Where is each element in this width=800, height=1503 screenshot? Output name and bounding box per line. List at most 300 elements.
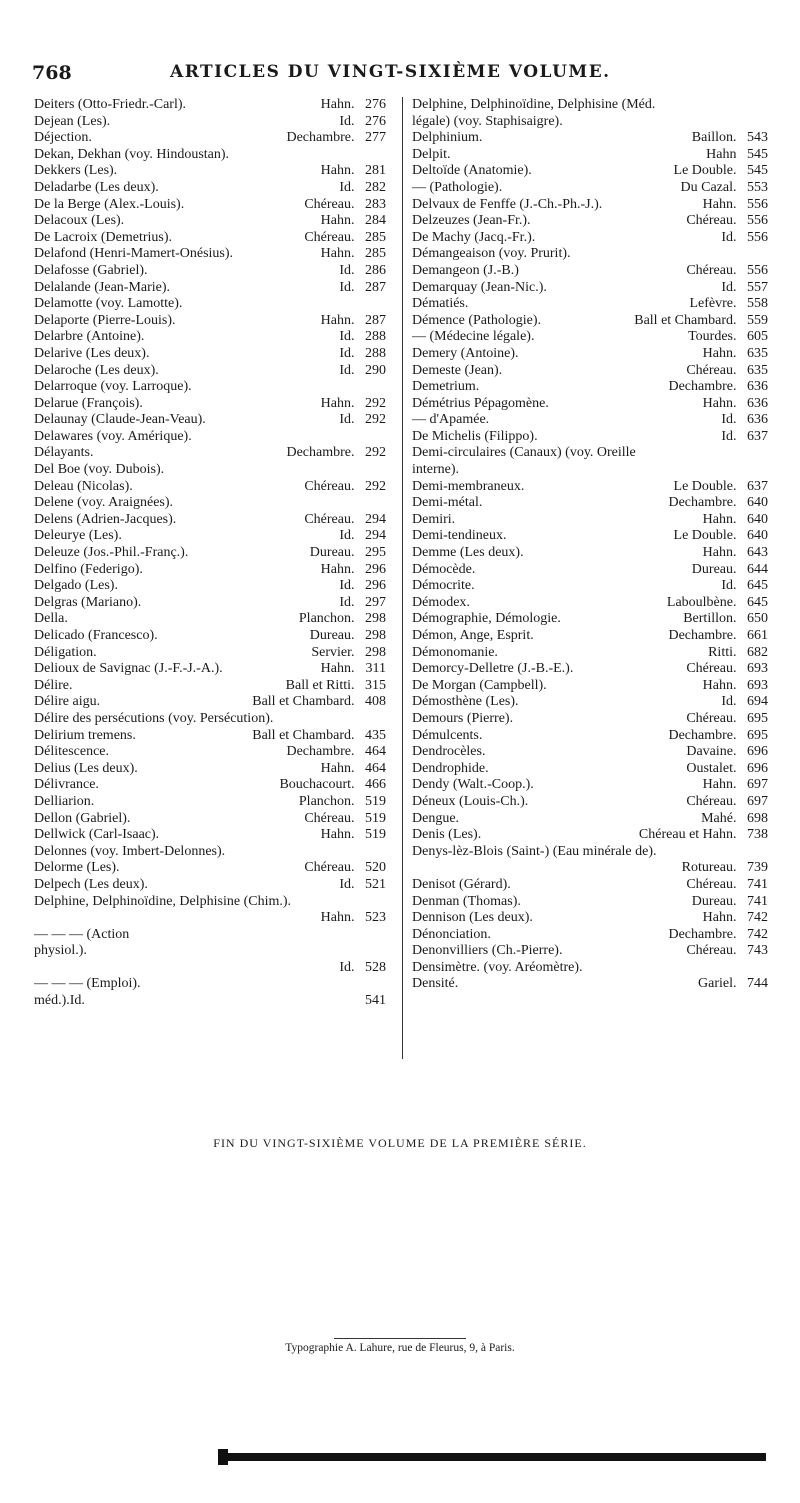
entry-heading: De Machy (Jacq.-Fr.). xyxy=(412,229,536,245)
entry-author: Hahn. xyxy=(702,511,737,527)
index-entry xyxy=(412,943,768,960)
entry-heading: Delorme (Les). xyxy=(34,860,120,876)
entry-reference xyxy=(715,230,768,247)
entry-reference xyxy=(315,661,386,678)
entry-author: Hahn. xyxy=(702,545,737,561)
entry-reference xyxy=(315,562,386,579)
entry-heading: Démographie, Démologie. xyxy=(412,611,561,627)
entry-reference xyxy=(315,827,386,844)
index-entry xyxy=(34,462,386,479)
entry-reference xyxy=(298,811,386,828)
entry-heading: Dendrophide. xyxy=(412,760,489,776)
entry-heading: Démence (Pathologie). xyxy=(412,312,542,328)
entry-author: Id. xyxy=(339,179,355,195)
entry-heading: Dennison (Les deux). xyxy=(412,910,533,926)
entry-author: Chéreau. xyxy=(304,810,355,826)
index-entry xyxy=(34,744,386,761)
entry-heading: Demarquay (Jean-Nic.). xyxy=(412,279,547,295)
index-entry xyxy=(34,329,386,346)
entry-reference xyxy=(352,993,386,1010)
entry-heading: Delaunay (Claude-Jean-Veau). xyxy=(34,412,206,428)
entry-heading: légale) (voy. Staphisaigre). xyxy=(412,113,563,129)
entry-page: 661 xyxy=(747,628,768,643)
index-entry xyxy=(34,894,386,911)
entry-heading: Delphine, Delphinoïdine, Delphisine (Méd. xyxy=(412,97,656,112)
entry-heading: Dekkers (Les). xyxy=(34,163,118,179)
entry-page: 640 xyxy=(747,511,768,527)
entry-reference xyxy=(662,728,768,745)
entry-reference xyxy=(676,860,768,877)
entry-heading: — (Pathologie). xyxy=(412,179,503,195)
entry-author: Id. xyxy=(721,412,737,428)
entry-heading: Della. xyxy=(34,611,68,627)
index-entry xyxy=(34,678,386,695)
entry-reference xyxy=(315,97,386,114)
entry-reference xyxy=(680,661,768,678)
entry-reference xyxy=(734,462,768,479)
index-entry xyxy=(34,479,386,496)
entry-heading: Demorcy-Delletre (J.-B.-E.). xyxy=(412,661,574,677)
entry-author: Hahn. xyxy=(702,395,737,411)
entry-page: 464 xyxy=(365,760,386,776)
entry-page: 519 xyxy=(365,793,386,809)
index-entry xyxy=(412,114,768,131)
entry-page: 311 xyxy=(365,661,386,677)
entry-heading: Delgado (Les). xyxy=(34,578,118,594)
entry-heading: Demours (Pierre). xyxy=(412,710,514,726)
entry-author: Dechambre. xyxy=(286,445,355,461)
entry-author: Ball et Chambard. xyxy=(252,694,355,710)
entry-reference xyxy=(333,329,386,346)
index-entry xyxy=(34,628,386,645)
entry-heading: Demi-tendineux. xyxy=(412,528,507,544)
entry-page: 528 xyxy=(365,959,386,975)
right-column xyxy=(412,97,768,993)
entry-page: 276 xyxy=(365,97,386,112)
entry-heading: Deladarbe (Les deux). xyxy=(34,179,159,195)
entry-author: Id. xyxy=(721,578,737,594)
entry-page: 282 xyxy=(365,179,386,195)
index-entry xyxy=(412,445,768,462)
entry-page: 298 xyxy=(365,611,386,627)
entry-author: Davaine. xyxy=(686,744,737,760)
entry-author: Hahn. xyxy=(320,163,355,179)
entry-author: Chéreau. xyxy=(304,860,355,876)
entry-reference xyxy=(734,960,768,977)
index-entry xyxy=(412,230,768,247)
entry-heading: Déjection. xyxy=(34,130,92,146)
entry-reference xyxy=(298,230,386,247)
entry-page: 556 xyxy=(747,262,768,278)
entry-page: 296 xyxy=(365,561,386,577)
index-entry xyxy=(412,777,768,794)
index-entry xyxy=(412,910,768,927)
entry-reference xyxy=(697,197,768,214)
index-entry xyxy=(34,562,386,579)
entry-reference xyxy=(715,429,768,446)
entry-heading: Deleurye (Les). xyxy=(34,528,122,544)
entry-author: Dureau. xyxy=(691,561,737,577)
entry-page: 636 xyxy=(747,395,768,411)
entry-heading: Démonomanie. xyxy=(412,644,498,660)
index-entry xyxy=(412,960,768,977)
entry-author: Planchon. xyxy=(298,611,355,627)
entry-author: Chéreau. xyxy=(686,262,737,278)
entry-author: Laboulbène. xyxy=(666,594,737,610)
index-entry xyxy=(34,230,386,247)
entry-page: 283 xyxy=(365,196,386,212)
index-entry xyxy=(412,811,768,828)
index-entry xyxy=(34,396,386,413)
entry-heading: — — — (Action xyxy=(34,926,130,942)
entry-heading: Deltoïde (Anatomie). xyxy=(412,163,532,179)
entry-author: Id. xyxy=(721,279,737,295)
entry-heading: Delene (voy. Araignées). xyxy=(34,495,174,511)
entry-author: Id. xyxy=(339,362,355,378)
entry-reference xyxy=(352,296,386,313)
index-entry xyxy=(412,728,768,745)
entry-reference xyxy=(333,595,386,612)
imprint: Typographie A. Lahure, rue de Fleurus, 9, à Paris. xyxy=(285,1342,515,1354)
index-entry xyxy=(412,280,768,297)
entry-page: 521 xyxy=(365,876,386,892)
entry-heading: Delfino (Federigo). xyxy=(34,561,143,577)
entry-reference xyxy=(280,130,386,147)
entry-reference xyxy=(352,462,386,479)
entry-page: 288 xyxy=(365,345,386,361)
entry-heading: Densité. xyxy=(412,976,459,992)
entry-heading: Démon, Ange, Esprit. xyxy=(412,628,534,643)
entry-author: Le Double. xyxy=(673,478,737,494)
entry-page: 694 xyxy=(747,694,768,710)
entry-page: 285 xyxy=(365,229,386,245)
entry-reference xyxy=(697,545,768,562)
entry-page: 739 xyxy=(747,860,768,876)
entry-page: 741 xyxy=(747,893,768,909)
index-entry xyxy=(412,197,768,214)
index-entry xyxy=(412,412,768,429)
page-number: 768 xyxy=(32,62,72,84)
entry-heading: Démosthène (Les). xyxy=(412,694,519,710)
entry-page: 296 xyxy=(365,578,386,594)
entry-heading: Delpech (Les deux). xyxy=(34,876,148,892)
entry-reference xyxy=(668,163,768,180)
entry-reference xyxy=(628,313,768,330)
entry-heading: Denis (Les). xyxy=(412,827,482,843)
entry-author: Rotureau. xyxy=(681,860,737,876)
entry-reference xyxy=(333,363,386,380)
entry-reference xyxy=(697,512,768,529)
entry-author: Tourdes. xyxy=(688,329,737,345)
entry-author: Chéreau. xyxy=(686,710,737,726)
entry-page: 693 xyxy=(747,677,768,693)
entry-heading: méd.).Id. xyxy=(34,993,85,1009)
entry-page: 297 xyxy=(365,594,386,610)
entry-reference xyxy=(315,213,386,230)
entry-heading: Delarroque (voy. Larroque). xyxy=(34,379,192,395)
entry-reference xyxy=(692,976,768,993)
entry-heading: Délivrance. xyxy=(34,777,99,793)
entry-reference xyxy=(680,943,768,960)
entry-author: Chéreau et Hahn. xyxy=(638,827,737,843)
entry-page: 545 xyxy=(747,163,768,179)
entry-page: 287 xyxy=(365,312,386,328)
entry-author: Hahn. xyxy=(702,677,737,693)
entry-heading: Démocrite. xyxy=(412,578,475,594)
entry-heading: De Lacroix (Demetrius). xyxy=(34,229,172,245)
entry-page: 556 xyxy=(747,213,768,229)
index-entry xyxy=(34,993,386,1010)
entry-author: Baillon. xyxy=(691,130,737,146)
entry-reference xyxy=(293,611,386,628)
entry-author: Hahn xyxy=(706,146,737,162)
index-entry xyxy=(412,562,768,579)
entry-author: Dechambre. xyxy=(668,495,737,511)
entry-heading: Démodex. xyxy=(412,594,470,610)
index-entry xyxy=(412,611,768,628)
entry-author: Hahn. xyxy=(702,777,737,793)
entry-page: 277 xyxy=(365,130,386,146)
entry-author: Dechambre. xyxy=(668,379,737,395)
entry-reference xyxy=(715,694,768,711)
entry-author: Id. xyxy=(339,329,355,345)
entry-page: 290 xyxy=(365,362,386,378)
entry-page: 644 xyxy=(747,561,768,577)
entry-reference xyxy=(315,313,386,330)
entry-heading: Déligation. xyxy=(34,644,97,660)
index-entry xyxy=(412,379,768,396)
entry-reference xyxy=(352,844,386,861)
entry-heading: Delirium tremens. xyxy=(34,727,136,743)
entry-author: Id. xyxy=(339,528,355,544)
entry-author: Ball et Ritti. xyxy=(285,677,355,693)
entry-reference xyxy=(273,777,386,794)
entry-reference xyxy=(352,927,386,944)
index-entry xyxy=(412,711,768,728)
entry-heading: Denisot (Gérard). xyxy=(412,876,511,892)
entry-author: Chéreau. xyxy=(686,876,737,892)
entry-page: 559 xyxy=(747,312,768,328)
index-entry xyxy=(412,396,768,413)
entry-author: Chéreau. xyxy=(686,362,737,378)
index-entry xyxy=(34,180,386,197)
entry-reference xyxy=(734,114,768,131)
entry-author: Id. xyxy=(339,578,355,594)
entry-reference xyxy=(697,777,768,794)
index-entry xyxy=(412,429,768,446)
index-entry xyxy=(34,761,386,778)
entry-page: 696 xyxy=(747,760,768,776)
index-entry xyxy=(34,578,386,595)
index-entry xyxy=(34,545,386,562)
entry-page: 742 xyxy=(747,910,768,926)
entry-heading: — (Médecine légale). xyxy=(412,329,535,345)
entry-heading: Deleau (Nicolas). xyxy=(34,478,133,494)
entry-reference xyxy=(352,495,386,512)
entry-reference xyxy=(680,794,768,811)
index-entry xyxy=(34,943,386,960)
entry-page: 682 xyxy=(747,644,768,660)
entry-reference xyxy=(662,379,768,396)
index-entry xyxy=(412,545,768,562)
entry-reference xyxy=(677,611,768,628)
entry-author: Chéreau. xyxy=(686,213,737,229)
entry-heading: Delafond (Henri-Mamert-Onésius). xyxy=(34,246,234,262)
entry-author: Dechambre. xyxy=(286,130,355,146)
entry-author: Id. xyxy=(339,262,355,278)
entry-heading: Delamotte (voy. Lamotte). xyxy=(34,296,183,312)
index-entry xyxy=(34,711,386,728)
entry-page: 287 xyxy=(365,279,386,295)
entry-page: 545 xyxy=(747,146,768,162)
entry-page: 553 xyxy=(747,179,768,195)
entry-page: 284 xyxy=(365,213,386,229)
entry-page: 635 xyxy=(747,362,768,378)
entry-reference xyxy=(680,761,768,778)
entry-author: Le Double. xyxy=(673,163,737,179)
entry-reference xyxy=(680,363,768,380)
entry-heading: Deiters (Otto-Friedr.-Carl). xyxy=(34,97,187,112)
entry-heading: Déneux (Louis-Ch.). xyxy=(412,793,529,809)
entry-reference xyxy=(352,894,386,911)
entry-page: 292 xyxy=(365,395,386,411)
index-entry xyxy=(34,346,386,363)
entry-reference xyxy=(680,711,768,728)
index-entry xyxy=(34,296,386,313)
index-entry xyxy=(34,645,386,662)
entry-heading: Démangeaison (voy. Prurit). xyxy=(412,246,571,262)
entry-reference xyxy=(700,147,768,164)
entry-page: 697 xyxy=(747,793,768,809)
entry-heading: Dellon (Gabriel). xyxy=(34,810,131,826)
index-entry xyxy=(412,844,768,861)
entry-reference xyxy=(305,645,386,662)
index-entry xyxy=(34,694,386,711)
entry-heading: Demi-membraneux. xyxy=(412,478,525,494)
index-entry xyxy=(412,462,768,479)
end-note: FIN DU VINGT-SIXIÈME VOLUME DE LA PREMIÈRE SÉRIE. xyxy=(213,1136,587,1150)
index-entry xyxy=(412,578,768,595)
index-entry xyxy=(34,844,386,861)
entry-reference xyxy=(352,711,386,728)
entry-heading: Délitescence. xyxy=(34,744,110,760)
entry-heading: Delaporte (Pierre-Louis). xyxy=(34,312,176,328)
entry-reference xyxy=(695,811,768,828)
entry-reference xyxy=(734,844,768,861)
index-entry xyxy=(34,794,386,811)
entry-page: 519 xyxy=(365,810,386,826)
index-entry xyxy=(34,280,386,297)
entry-author: Dechambre. xyxy=(668,628,737,643)
index-entry xyxy=(412,528,768,545)
index-entry xyxy=(412,976,768,993)
index-entry xyxy=(412,794,768,811)
entry-author: Id. xyxy=(339,113,355,129)
index-entry xyxy=(34,777,386,794)
entry-heading: Delarue (François). xyxy=(34,395,143,411)
entry-page: 541 xyxy=(365,993,386,1009)
entry-reference xyxy=(697,910,768,927)
entry-page: 519 xyxy=(365,827,386,843)
index-entry xyxy=(34,213,386,230)
entry-author: Dureau. xyxy=(309,545,355,561)
index-entry xyxy=(34,960,386,977)
entry-page: 635 xyxy=(747,345,768,361)
entry-reference xyxy=(682,329,768,346)
entry-page: 292 xyxy=(365,412,386,428)
entry-page: 695 xyxy=(747,710,768,726)
entry-reference xyxy=(315,163,386,180)
entry-heading: Dendy (Walt.-Coop.). xyxy=(412,777,534,793)
entry-author: Hahn. xyxy=(320,661,355,677)
entry-page: 605 xyxy=(747,329,768,345)
entry-author: Chéreau. xyxy=(686,943,737,959)
entry-heading: Démétrius Pépagomène. xyxy=(412,395,549,411)
entry-heading: Délire aigu. xyxy=(34,694,101,710)
entry-reference xyxy=(298,197,386,214)
entry-reference xyxy=(333,412,386,429)
entry-author: Id. xyxy=(339,876,355,892)
entry-reference xyxy=(668,528,768,545)
entry-author: Hahn. xyxy=(320,760,355,776)
entry-reference xyxy=(333,346,386,363)
entry-heading: Delius (Les deux). xyxy=(34,760,138,776)
entry-reference xyxy=(683,296,768,313)
entry-reference xyxy=(352,147,386,164)
entry-author: Hahn. xyxy=(320,312,355,328)
column-divider xyxy=(402,97,403,1059)
index-entry xyxy=(412,180,768,197)
index-entry xyxy=(34,445,386,462)
entry-reference xyxy=(280,445,386,462)
index-entry xyxy=(34,860,386,877)
entry-heading: Démocède. xyxy=(412,561,476,577)
entry-page: 298 xyxy=(365,644,386,660)
entry-heading: Delawares (voy. Amérique). xyxy=(34,428,192,444)
entry-page: 636 xyxy=(747,412,768,428)
entry-author: Bertillon. xyxy=(683,611,737,627)
entry-page: 408 xyxy=(365,694,386,710)
entry-reference xyxy=(315,396,386,413)
entry-reference xyxy=(697,396,768,413)
entry-author: Oustalet. xyxy=(686,760,737,776)
entry-reference xyxy=(662,628,768,645)
entry-reference xyxy=(333,114,386,131)
entry-heading: Denonvilliers (Ch.-Pierre). xyxy=(412,943,563,959)
entry-heading: Demangeon (J.-B.) xyxy=(412,262,519,278)
entry-reference xyxy=(333,877,386,894)
entry-heading: De Michelis (Filippo). xyxy=(412,428,538,444)
entry-author: Hahn. xyxy=(702,345,737,361)
entry-reference xyxy=(662,927,768,944)
entry-author: Chéreau. xyxy=(686,793,737,809)
entry-author: Ball et Chambard. xyxy=(634,312,737,328)
entry-heading: physiol.). xyxy=(34,943,87,959)
entry-author: Id. xyxy=(721,428,737,444)
index-entry xyxy=(412,661,768,678)
entry-reference xyxy=(633,827,768,844)
entry-heading: Delliarion. xyxy=(34,793,95,809)
entry-reference xyxy=(680,263,768,280)
index-entry xyxy=(34,147,386,164)
entry-page: 744 xyxy=(747,976,768,992)
index-entry xyxy=(34,130,386,147)
index-entry xyxy=(412,346,768,363)
index-entry xyxy=(34,927,386,944)
entry-reference xyxy=(352,943,386,960)
entry-heading: Dellwick (Carl-Isaac). xyxy=(34,827,160,843)
index-entry xyxy=(34,811,386,828)
